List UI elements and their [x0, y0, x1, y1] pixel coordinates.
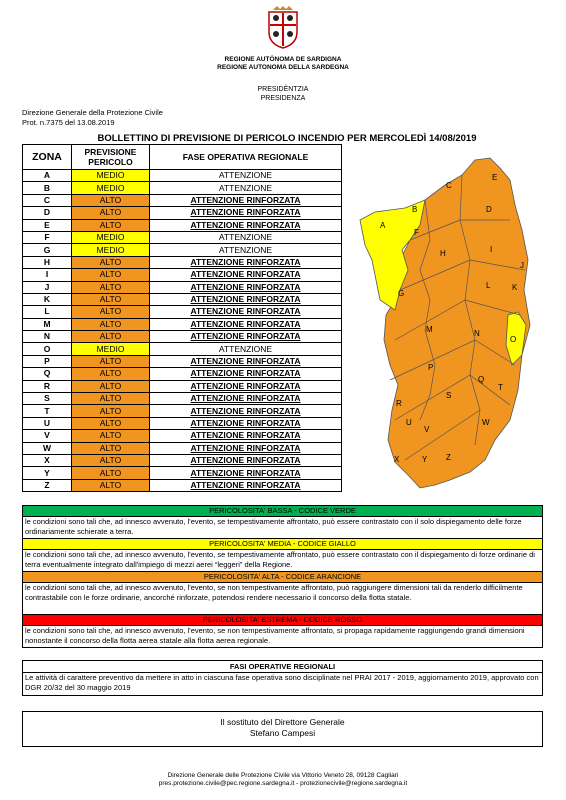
- map-label-a: A: [380, 221, 386, 230]
- legend-orange-header: PERICOLOSITA' ALTA - CODICE ARANCIONE: [23, 572, 542, 583]
- phase-cell: ATTENZIONE RINFORZATA: [150, 479, 342, 491]
- map-label-h: H: [440, 249, 446, 258]
- table-row: [23, 368, 342, 380]
- phase-cell: ATTENZIONE: [150, 231, 342, 243]
- footer-address: Direzione Generale delle Protezione Civile via Vittorio Veneto 28, 09128 Cagliari: [167, 772, 399, 779]
- table-row: [23, 306, 342, 318]
- phase-cell: ATTENZIONE RINFORZATA: [150, 393, 342, 405]
- legend-orange-text: le condizioni sono tali che, ad innesco avvenuto, l'evento, se non tempestivamente affrontato, può raggiungere dimensioni tali da renderlo difficilmente contrastabile con le forze ordinarie, ancorché rinforzate, potendosi rendere necessario il concorso della flotta statale.: [23, 583, 542, 615]
- forecast-cell: ALTO: [72, 355, 150, 367]
- table-row: [23, 355, 342, 367]
- signature-name: Stefano Campesi: [249, 728, 316, 738]
- zone-column-header: ZONA: [23, 145, 72, 170]
- phase-cell: ATTENZIONE: [150, 244, 342, 256]
- map-label-r: R: [396, 399, 402, 408]
- region-name-sardinian: REGIONE AUTÒNOMA DE SARDIGNA: [224, 56, 342, 63]
- phase-cell: ATTENZIONE RINFORZATA: [150, 417, 342, 429]
- forecast-cell: ALTO: [72, 368, 150, 380]
- phase-cell: ATTENZIONE: [150, 182, 342, 194]
- zone-cell: V: [23, 430, 72, 442]
- forecast-cell: ALTO: [72, 405, 150, 417]
- phase-cell: ATTENZIONE RINFORZATA: [150, 219, 342, 231]
- footer-emails: pres.protezione.civile@pec.regione.sardegna.it - protezionecivile@regione.sardegna.it: [158, 780, 408, 787]
- phases-box: [22, 660, 543, 696]
- phase-column-header: FASE OPERATIVA REGIONALE: [150, 145, 342, 170]
- zones-table: [22, 144, 342, 492]
- forecast-cell: ALTO: [72, 380, 150, 392]
- phases-header: FASI OPERATIVE REGIONALI: [23, 661, 542, 673]
- legend-green-text: le condizioni sono tali che, ad innesco avvenuto, l'evento, se tempestivamente affrontato, può essere contrastato con il solo dispiegamento delle forze ordinariamente schierate a terra.: [23, 517, 542, 539]
- zone-cell: M: [23, 318, 72, 330]
- phases-text: Le attività di carattere preventivo da mettere in atto in ciascuna fase operativa sono disciplinate nel PRAI 2017 - 2019, aggiornamento 2019, approvato con DGR 20/32 del 30 maggio 2019: [25, 673, 539, 692]
- forecast-cell: MEDIO: [72, 244, 150, 256]
- map-label-p: P: [428, 363, 434, 372]
- map-label-s: S: [446, 391, 452, 400]
- forecast-column-header: PREVISIONE PERICOLO: [72, 145, 150, 170]
- danger-legend: [22, 505, 543, 648]
- forecast-cell: MEDIO: [72, 170, 150, 182]
- forecast-cell: ALTO: [72, 467, 150, 479]
- legend-red: [23, 615, 542, 647]
- table-row: [23, 194, 342, 206]
- table-row: [23, 182, 342, 194]
- legend-red-header: PERICOLOSITA' ESTREMA - CODICE ROSSO: [23, 615, 542, 626]
- zone-cell: D: [23, 207, 72, 219]
- forecast-cell: ALTO: [72, 479, 150, 491]
- forecast-cell: ALTO: [72, 281, 150, 293]
- table-row: [23, 343, 342, 355]
- forecast-cell: MEDIO: [72, 343, 150, 355]
- forecast-cell: ALTO: [72, 318, 150, 330]
- table-row: [23, 281, 342, 293]
- phase-cell: ATTENZIONE RINFORZATA: [150, 355, 342, 367]
- table-row: [23, 256, 342, 268]
- table-row: [23, 231, 342, 243]
- forecast-cell: ALTO: [72, 306, 150, 318]
- zone-cell: S: [23, 393, 72, 405]
- table-row: [23, 393, 342, 405]
- phase-cell: ATTENZIONE RINFORZATA: [150, 368, 342, 380]
- map-label-g: G: [398, 289, 405, 298]
- table-row: [23, 442, 342, 454]
- map-label-z: Z: [446, 453, 451, 462]
- table-row: [23, 417, 342, 429]
- map-label-i: I: [490, 245, 493, 254]
- table-row: [23, 293, 342, 305]
- zone-cell: Q: [23, 368, 72, 380]
- forecast-cell: ALTO: [72, 442, 150, 454]
- forecast-cell: ALTO: [72, 207, 150, 219]
- forecast-cell: MEDIO: [72, 182, 150, 194]
- table-row: [23, 467, 342, 479]
- forecast-cell: ALTO: [72, 393, 150, 405]
- zone-cell: X: [23, 454, 72, 466]
- zone-cell: G: [23, 244, 72, 256]
- zone-cell: F: [23, 231, 72, 243]
- map-label-d: D: [486, 205, 492, 214]
- phase-cell: ATTENZIONE RINFORZATA: [150, 281, 342, 293]
- table-row: [23, 331, 342, 343]
- map-label-j: J: [520, 261, 524, 270]
- map-label-o: O: [510, 335, 517, 344]
- legend-yellow-header: PERICOLOSITA' MEDIA - CODICE GIALLO: [23, 539, 542, 550]
- table-row: [23, 430, 342, 442]
- forecast-cell: ALTO: [72, 331, 150, 343]
- legend-yellow-text: le condizioni sono tali che, ad innesco avvenuto, l'evento, se tempestivamente affrontato, può essere contrastato con il dispiegamento di forze ordinarie di terra eventualmente integrato dall'impiego di mezzi aerei “leggeri” della Regione.: [23, 550, 542, 572]
- zone-cell: K: [23, 293, 72, 305]
- map-label-l: L: [486, 281, 491, 290]
- table-row: [23, 380, 342, 392]
- table-row: [23, 219, 342, 231]
- zone-cell: W: [23, 442, 72, 454]
- zone-cell: A: [23, 170, 72, 182]
- zone-cell: N: [23, 331, 72, 343]
- zone-cell: B: [23, 182, 72, 194]
- forecast-cell: MEDIO: [72, 231, 150, 243]
- map-label-w: W: [482, 418, 490, 427]
- forecast-cell: ALTO: [72, 219, 150, 231]
- map-label-q: Q: [478, 375, 485, 384]
- protocol-number: Prot. n.7375 del 13.08.2019: [22, 118, 115, 127]
- presidency-sardinian: PRESIDÈNTZIA: [257, 86, 309, 93]
- map-label-v: V: [424, 425, 430, 434]
- map-label-m: M: [426, 325, 433, 334]
- map-label-n: N: [474, 329, 480, 338]
- region-crest-icon: [265, 6, 301, 50]
- map-label-x: X: [394, 455, 400, 464]
- zone-cell: I: [23, 269, 72, 281]
- map-label-e: E: [492, 173, 498, 182]
- legend-green-header: PERICOLOSITA' BASSA - CODICE VERDE: [23, 506, 542, 517]
- signature-role: Il sostituto del Direttore Generale: [220, 717, 345, 727]
- map-label-c: C: [446, 181, 452, 190]
- table-row: [23, 454, 342, 466]
- forecast-cell: ALTO: [72, 269, 150, 281]
- phase-cell: ATTENZIONE RINFORZATA: [150, 331, 342, 343]
- phase-cell: ATTENZIONE RINFORZATA: [150, 293, 342, 305]
- table-row: [23, 405, 342, 417]
- phase-cell: ATTENZIONE RINFORZATA: [150, 405, 342, 417]
- zone-cell: U: [23, 417, 72, 429]
- phase-cell: ATTENZIONE RINFORZATA: [150, 256, 342, 268]
- phase-cell: ATTENZIONE RINFORZATA: [150, 306, 342, 318]
- region-name-italian: REGIONE AUTONOMA DELLA SARDEGNA: [217, 64, 349, 71]
- sardinia-map: [350, 150, 540, 498]
- table-row: [23, 207, 342, 219]
- forecast-cell: ALTO: [72, 454, 150, 466]
- zone-cell: H: [23, 256, 72, 268]
- table-header: [23, 145, 342, 170]
- phase-cell: ATTENZIONE RINFORZATA: [150, 467, 342, 479]
- zone-cell: E: [23, 219, 72, 231]
- table-row: [23, 170, 342, 182]
- forecast-cell: ALTO: [72, 256, 150, 268]
- phase-cell: ATTENZIONE: [150, 170, 342, 182]
- table-row: [23, 244, 342, 256]
- map-label-b: B: [412, 205, 418, 214]
- phase-cell: ATTENZIONE: [150, 343, 342, 355]
- legend-orange: [23, 572, 542, 615]
- legend-yellow: [23, 539, 542, 572]
- zone-cell: Y: [23, 467, 72, 479]
- bulletin-title: BOLLETTINO DI PREVISIONE DI PERICOLO INCENDIO PER MERCOLEDÌ 14/08/2019: [97, 133, 477, 144]
- phase-cell: ATTENZIONE RINFORZATA: [150, 194, 342, 206]
- phase-cell: ATTENZIONE RINFORZATA: [150, 318, 342, 330]
- zone-cell: L: [23, 306, 72, 318]
- forecast-cell: ALTO: [72, 417, 150, 429]
- phase-cell: ATTENZIONE RINFORZATA: [150, 430, 342, 442]
- table-row: [23, 479, 342, 491]
- zone-cell: T: [23, 405, 72, 417]
- signature-box: [22, 711, 543, 747]
- zone-cell: O: [23, 343, 72, 355]
- map-label-t: T: [498, 383, 503, 392]
- zone-cell: J: [23, 281, 72, 293]
- map-label-k: K: [512, 283, 518, 292]
- forecast-cell: ALTO: [72, 194, 150, 206]
- map-label-y: Y: [422, 455, 428, 464]
- phase-cell: ATTENZIONE RINFORZATA: [150, 269, 342, 281]
- phase-cell: ATTENZIONE RINFORZATA: [150, 442, 342, 454]
- zone-cell: P: [23, 355, 72, 367]
- phase-cell: ATTENZIONE RINFORZATA: [150, 454, 342, 466]
- phase-cell: ATTENZIONE RINFORZATA: [150, 207, 342, 219]
- phase-cell: ATTENZIONE RINFORZATA: [150, 380, 342, 392]
- forecast-cell: ALTO: [72, 430, 150, 442]
- directorate-name: Direzione Generale della Protezione Civile: [22, 108, 163, 117]
- table-row: [23, 269, 342, 281]
- zone-cell: C: [23, 194, 72, 206]
- table-row: [23, 318, 342, 330]
- zone-cell: Z: [23, 479, 72, 491]
- legend-green: [23, 506, 542, 539]
- presidency-italian: PRESIDENZA: [260, 95, 306, 102]
- map-label-f: F: [414, 228, 419, 237]
- legend-red-text: le condizioni sono tali che, ad innesco avvenuto, l'evento, se non tempestivamente affrontato, si propaga rapidamente raggiungendo grandi dimensioni nonostante il concorso della flotta aerea statale alla flotta aerea regionale.: [25, 626, 525, 645]
- map-label-u: U: [406, 418, 412, 427]
- zone-cell: R: [23, 380, 72, 392]
- forecast-cell: ALTO: [72, 293, 150, 305]
